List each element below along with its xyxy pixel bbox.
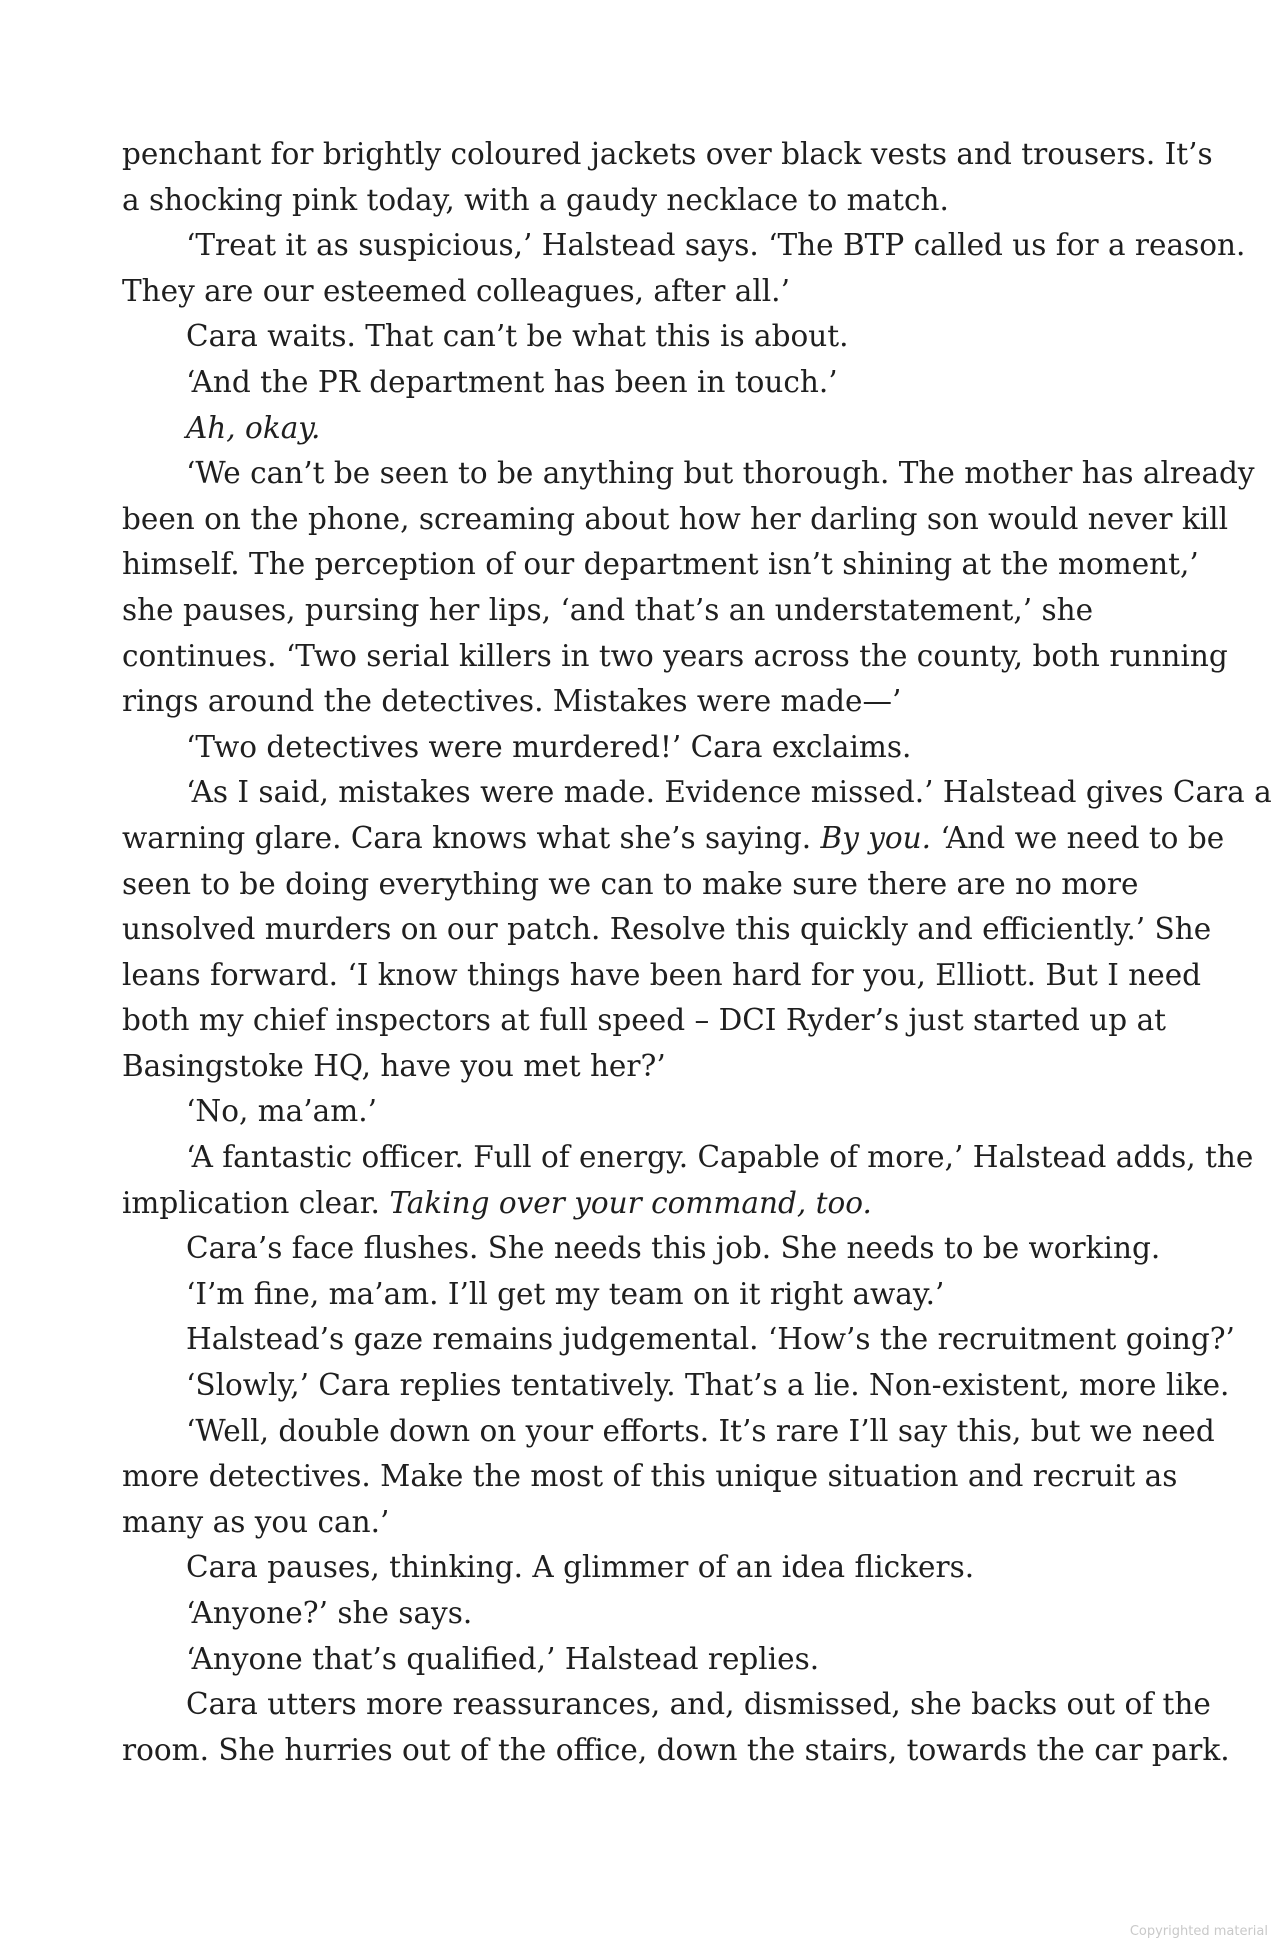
text-line xyxy=(122,314,1162,360)
paragraph xyxy=(122,1591,1162,1637)
text-line xyxy=(122,1363,1230,1409)
copyright-watermark: Copyrighted material xyxy=(1129,1924,1268,1939)
text-line xyxy=(122,178,1162,224)
text-line xyxy=(122,269,1162,315)
text-line xyxy=(122,497,1229,543)
text-line xyxy=(122,816,1225,862)
page-body-text xyxy=(122,132,1272,1773)
text-line xyxy=(122,451,1255,497)
text-line xyxy=(122,1181,1162,1227)
text-line xyxy=(122,1409,1215,1455)
text-line xyxy=(122,1728,1230,1774)
paragraph xyxy=(122,1135,1254,1226)
text-run: ‘Anyone that’s qualified,’ Halstead replies. xyxy=(186,1641,820,1676)
text-run: continues. ‘Two serial killers in two years across the county, both running xyxy=(122,638,1228,673)
text-run: rings around the detectives. Mistakes were made—’ xyxy=(122,684,902,719)
text-line xyxy=(122,1500,1162,1546)
paragraph xyxy=(122,1272,1162,1318)
paragraph xyxy=(122,1363,1230,1409)
text-run: They are our esteemed colleagues, after all.’ xyxy=(122,273,790,308)
text-line xyxy=(122,634,1228,680)
text-run: ‘Two detectives were murdered!’ Cara exclaims. xyxy=(186,729,912,764)
text-line xyxy=(122,1044,1162,1090)
text-line xyxy=(122,953,1202,999)
text-line xyxy=(122,1545,1162,1591)
text-run: been on the phone, screaming about how her darling son would never kill xyxy=(122,501,1229,536)
text-run: Basingstoke HQ, have you met her?’ xyxy=(122,1048,666,1083)
text-run: seen to be doing everything we can to make sure there are no more xyxy=(122,866,1139,901)
text-line xyxy=(122,223,1246,269)
text-line xyxy=(122,1682,1211,1728)
italic-text: By you. xyxy=(820,820,932,855)
text-line xyxy=(122,1637,1162,1683)
text-line xyxy=(122,1317,1235,1363)
italic-text: Ah, okay. xyxy=(186,410,321,445)
text-line xyxy=(122,1135,1254,1181)
paragraph xyxy=(122,1409,1215,1546)
paragraph xyxy=(122,223,1246,314)
text-run: implication clear. xyxy=(122,1185,390,1220)
paragraph xyxy=(122,314,1162,360)
paragraph xyxy=(122,1089,1162,1135)
text-line xyxy=(122,679,1162,725)
paragraph xyxy=(122,1637,1162,1683)
text-run: Cara utters more reassurances, and, dismissed, she backs out of the xyxy=(186,1687,1211,1722)
text-run: ‘We can’t be seen to be anything but thorough. The mother has already xyxy=(186,456,1255,491)
text-line xyxy=(122,406,1162,452)
text-run: a shocking pink today, with a gaudy necklace to match. xyxy=(122,182,949,217)
text-run: ‘And the PR department has been in touch.’ xyxy=(186,364,838,399)
text-run: ‘As I said, mistakes were made. Evidence missed.’ Halstead gives Cara a xyxy=(186,775,1272,810)
text-line xyxy=(122,1454,1178,1500)
text-run: ‘No, ma’am.’ xyxy=(186,1094,377,1129)
text-run: she pauses, pursing her lips, ‘and that’s an understatement,’ she xyxy=(122,592,1094,627)
text-line xyxy=(122,770,1272,816)
text-line xyxy=(122,1089,1162,1135)
paragraph xyxy=(122,1226,1162,1272)
text-run: ‘Anyone?’ she says. xyxy=(186,1596,473,1630)
text-line xyxy=(122,542,1199,588)
text-run: Cara waits. That can’t be what this is about. xyxy=(186,319,849,354)
paragraph xyxy=(122,451,1255,725)
italic-text: Taking over your command, too. xyxy=(389,1185,872,1220)
text-run: ‘Well, double down on your efforts. It’s rare I’ll say this, but we need xyxy=(186,1413,1215,1448)
text-run: Halstead’s gaze remains judgemental. ‘How’s the recruitment going?’ xyxy=(186,1322,1235,1357)
text-line xyxy=(122,998,1167,1044)
text-line xyxy=(122,588,1162,634)
text-line xyxy=(122,1591,1162,1637)
text-run: Cara pauses, thinking. A glimmer of an idea flickers. xyxy=(186,1550,975,1585)
text-run: himself. The perception of our department isn’t shining at the moment,’ xyxy=(122,547,1199,582)
paragraph xyxy=(122,725,1162,771)
text-run: more detectives. Make the most of this unique situation and recruit as xyxy=(122,1459,1178,1494)
text-run: ‘Treat it as suspicious,’ Halstead says. ‘The BTP called us for a reason. xyxy=(186,228,1246,263)
text-run: warning glare. Cara knows what she’s saying. xyxy=(122,820,821,855)
text-run: ‘I’m fine, ma’am. I’ll get my team on it right away.’ xyxy=(186,1276,945,1311)
text-line xyxy=(122,1272,1162,1318)
text-run: leans forward. ‘I know things have been hard for you, Elliott. But I need xyxy=(122,957,1202,992)
paragraph xyxy=(122,360,1162,406)
text-line xyxy=(122,360,1162,406)
paragraph xyxy=(122,1317,1235,1363)
text-run: ‘A fantastic officer. Full of energy. Capable of more,’ Halstead adds, the xyxy=(186,1140,1254,1175)
text-run: many as you can.’ xyxy=(122,1504,390,1539)
text-run: ‘Slowly,’ Cara replies tentatively. That’s a lie. Non-existent, more like. xyxy=(186,1368,1230,1403)
paragraph xyxy=(122,1682,1230,1773)
text-line xyxy=(122,725,1162,771)
text-run: penchant for brightly coloured jackets over black vests and trousers. It’s xyxy=(122,137,1213,171)
text-run: room. She hurries out of the office, down the stairs, towards the car park. xyxy=(122,1732,1230,1767)
paragraph xyxy=(122,406,1162,452)
text-line xyxy=(122,132,1213,178)
text-run: unsolved murders on our patch. Resolve this quickly and efficiently.’ She xyxy=(122,912,1212,947)
text-run: Cara’s face flushes. She needs this job. She needs to be working. xyxy=(186,1231,1161,1266)
paragraph xyxy=(122,770,1272,1089)
text-line xyxy=(122,1226,1162,1272)
text-run: both my chief inspectors at full speed – DCI Ryder’s just started up at xyxy=(122,1003,1167,1038)
paragraph xyxy=(122,132,1213,223)
text-line xyxy=(122,862,1162,908)
text-run: ‘And we need to be xyxy=(931,820,1225,855)
text-line xyxy=(122,907,1212,953)
paragraph xyxy=(122,1545,1162,1591)
